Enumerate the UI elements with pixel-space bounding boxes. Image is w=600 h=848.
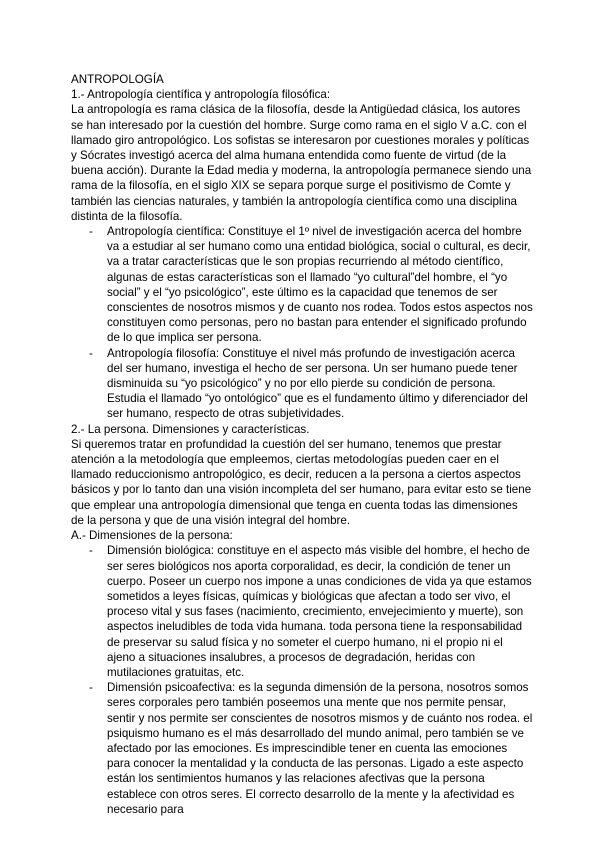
document-page (71, 72, 533, 817)
section-2-subheading: A.- Dimensiones de la persona: (71, 529, 233, 543)
list-item-antropologia-cientifica: - Antropología científica: Constituye el 1º nivel de investigación acerca del hombre va a estudiar al ser humano como una entidad biológica, social o cultural, es decir, va a tratar características que le son propias recurriendo al método científico, algunas de estas características son el llamado “yo cultural”del hombre, el “yo social” y el “yo psicológico”, este último es la capacidad que tenemos de ser conscientes de nosotros mismos y de cuanto nos rodea. Todos estos aspectos nos constituyen como personas, pero no bastan para entender el significado profundo de lo que implica ser persona. (71, 224, 533, 346)
section-2-heading: 2.- La persona. Dimensiones y características. (71, 422, 310, 436)
list-item-dimension-biologica: - Dimensión biológica: constituye en el aspecto más visible del hombre, el hecho de ser seres biológicos nos aporta corporalidad, es decir, la condición de tener un cuerpo. Poseer un cuerpo nos impone a unas condiciones de vida ya que estamos sometidos a leyes físicas, químicas y biológicas que afectan a todo ser vivo, el proceso vital y sus fases (nacimiento, crecimiento, envejecimiento y muerte), son aspectos ineludibles de toda vida humana. toda persona tiene la responsabilidad de preservar su salud física y no someter el cuerpo humano, ni el propio ni el ajeno a situaciones insalubres, a procesos de degradación, heridas con mutilaciones gratuitas, etc. (71, 543, 533, 680)
section-1-heading: 1.- Antropología científica y antropología filosófica: (71, 88, 331, 102)
section-2-list (71, 543, 533, 817)
section-1-list (71, 224, 533, 422)
section-2-intro: Si queremos tratar en profundidad la cuestión del ser humano, tenemos que prestar atención a la metodología que empleemos, ciertas metodologías pueden caer en el llamado reduccionismo antropológico, es decir, reducen a la persona a ciertos aspectos básicos y por lo tanto dan una visión incompleta del ser humano, para evitar esto se tiene que emplear una antropología dimensional que tenga en cuenta todas las dimensiones de la persona y que de una visión integral del hombre. (71, 437, 532, 527)
list-item-dimension-psicoafectiva: - Dimensión psicoafectiva: es la segunda dimensión de la persona, nosotros somos seres corporales pero también poseemos una mente que nos permite pensar, sentir y nos permite ser conscientes de nosotros mismos y de cuánto nos rodea. el psiquismo humano es el más desarrollado del mundo animal, pero también se ve afectado por las emociones. Es imprescindible tener en cuenta las emociones para conocer la mentalidad y la conducta de las personas. Ligado a este aspecto están los sentimientos humanos y las relaciones afectivas que la persona establece con otros seres. El correcto desarrollo de la mente y la afectividad es necesario para (71, 680, 533, 817)
document-title: ANTROPOLOGÍA (71, 73, 164, 86)
section-1-intro: La antropología es rama clásica de la filosofía, desde la Antigüedad clásica, los autores se han interesado por la cuestión del hombre. Surge como rama en el siglo V a.C. con el llamado giro antropológico. Los sofistas se interesaron por cuestiones morales y políticas y Sócrates investigó acerca del alma humana entendida como fuente de virtud (de la buena acción). Durante la Edad media y moderna, la antropología permanece siendo una rama de la filosofía, en el siglo XIX se separa porque surge el positivismo de Comte y también las ciencias naturales, y también la antropología científica como una disciplina distinta de la filosofía. (71, 103, 532, 223)
list-item-antropologia-filosofia: - Antropología filosofía: Constituye el nivel más profundo de investigación acerca del ser humano, investiga el hecho de ser persona. Un ser humano puede tener disminuida su “yo psicológico” y no por ello pierde su condición de persona. Estudia el llamado “yo ontológico” que es el fundamento último y diferenciador del ser humano, respecto de otras subjetividades. (71, 346, 533, 422)
